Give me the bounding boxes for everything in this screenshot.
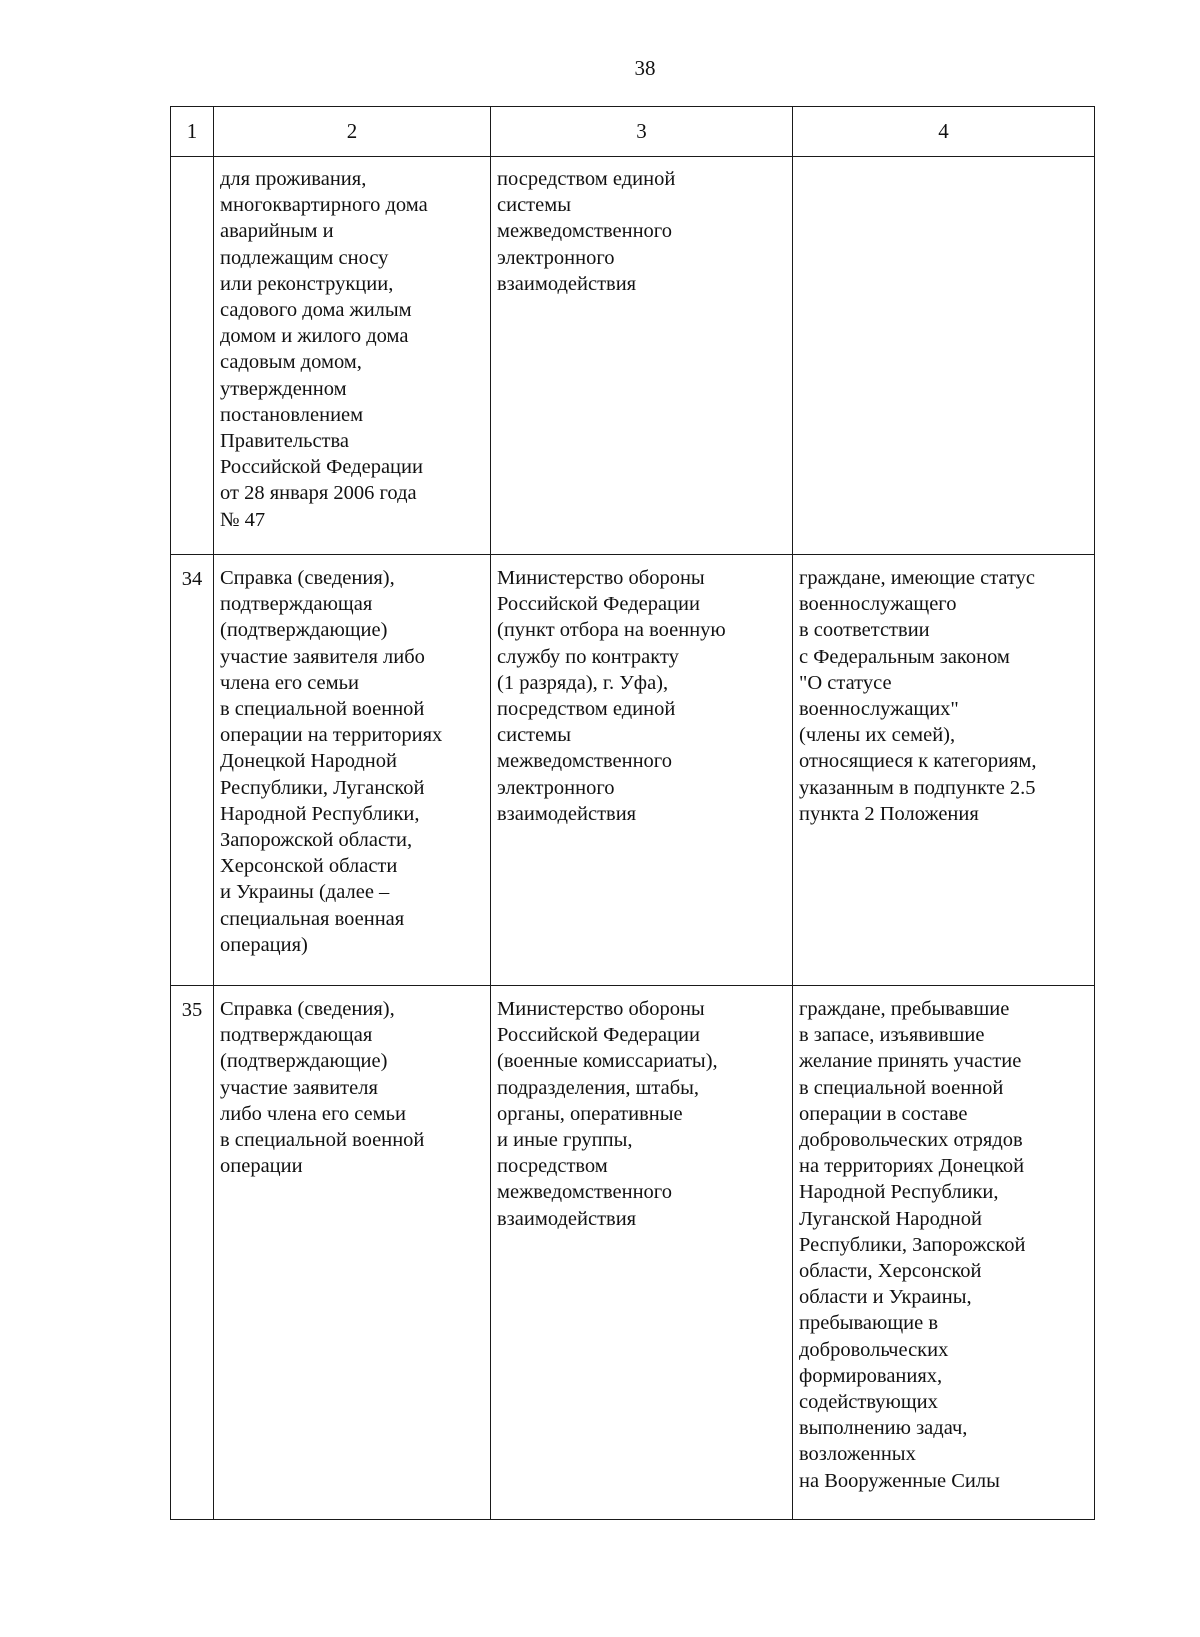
category-cell — [793, 157, 1095, 555]
table-row — [171, 157, 1095, 555]
document-text: для проживания, многоквартирного дома аварийным и подлежащим сносу или реконструкции, садового дома жилым домом и жилого дома садовым домом, утвержденном постановлением Правительства Российской Федерации от 28 января 2006 года № 47 — [220, 168, 428, 531]
table-row — [171, 986, 1095, 1520]
source-text: Министерство обороны Российской Федерации (пункт отбора на военную службу по контракту (1 разряда), г. Уфа), посредством единой системы межведомственного электронного взаимодействия — [497, 567, 726, 825]
document-cell — [214, 157, 491, 555]
document-table — [170, 106, 1095, 1520]
row-number: 34 — [171, 555, 214, 986]
document-text: Справка (сведения), подтверждающая (подтверждающие) участие заявителя либо члена его семьи в специальной военной операции — [220, 998, 425, 1178]
column-header: 2 — [214, 107, 491, 157]
category-cell — [793, 555, 1095, 986]
category-text — [793, 157, 1094, 166]
document-cell — [214, 986, 491, 1520]
source-cell — [491, 157, 793, 555]
table-header-row — [171, 107, 1095, 157]
column-header: 1 — [171, 107, 214, 157]
row-number — [171, 157, 214, 555]
source-text: Министерство обороны Российской Федерации (военные комиссариаты), подразделения, штабы, органы, оперативные и иные группы, посредством межведомственного взаимодействия — [497, 998, 718, 1230]
source-text: посредством единой системы межведомственного электронного взаимодействия — [497, 168, 676, 295]
table-row — [171, 555, 1095, 986]
category-text: граждане, имеющие статус военнослужащего в соответствии с Федеральным законом "О статусе военнослужащих" (члены их семей), относящиеся к категориям, указанным в подпункте 2.5 пункта 2 Положения — [799, 567, 1037, 825]
category-cell — [793, 986, 1095, 1520]
source-cell — [491, 986, 793, 1520]
document-cell — [214, 555, 491, 986]
source-cell — [491, 555, 793, 986]
row-number: 35 — [171, 986, 214, 1520]
document-text: Справка (сведения), подтверждающая (подтверждающие) участие заявителя либо члена его семьи в специальной военной операции на территориях Донецкой Народной Республики, Луганской Народной Республики, Запорожской области, Херсонской области и Украины (далее – специальная военная операция) — [220, 567, 443, 956]
column-header: 3 — [491, 107, 793, 157]
category-text: граждане, пребывавшие в запасе, изъявившие желание принять участие в специальной военной операции в составе добровольческих отрядов на территориях Донецкой Народной Республики, Луганской Народной Республики, Запорожской области, Херсонской области и Украины, пребывающие в добровольческих формированиях, содействующих выполнению задач, возложенных на Вооруженные Силы — [799, 998, 1026, 1492]
page-number: 38 — [634, 56, 656, 80]
column-header: 4 — [793, 107, 1095, 157]
